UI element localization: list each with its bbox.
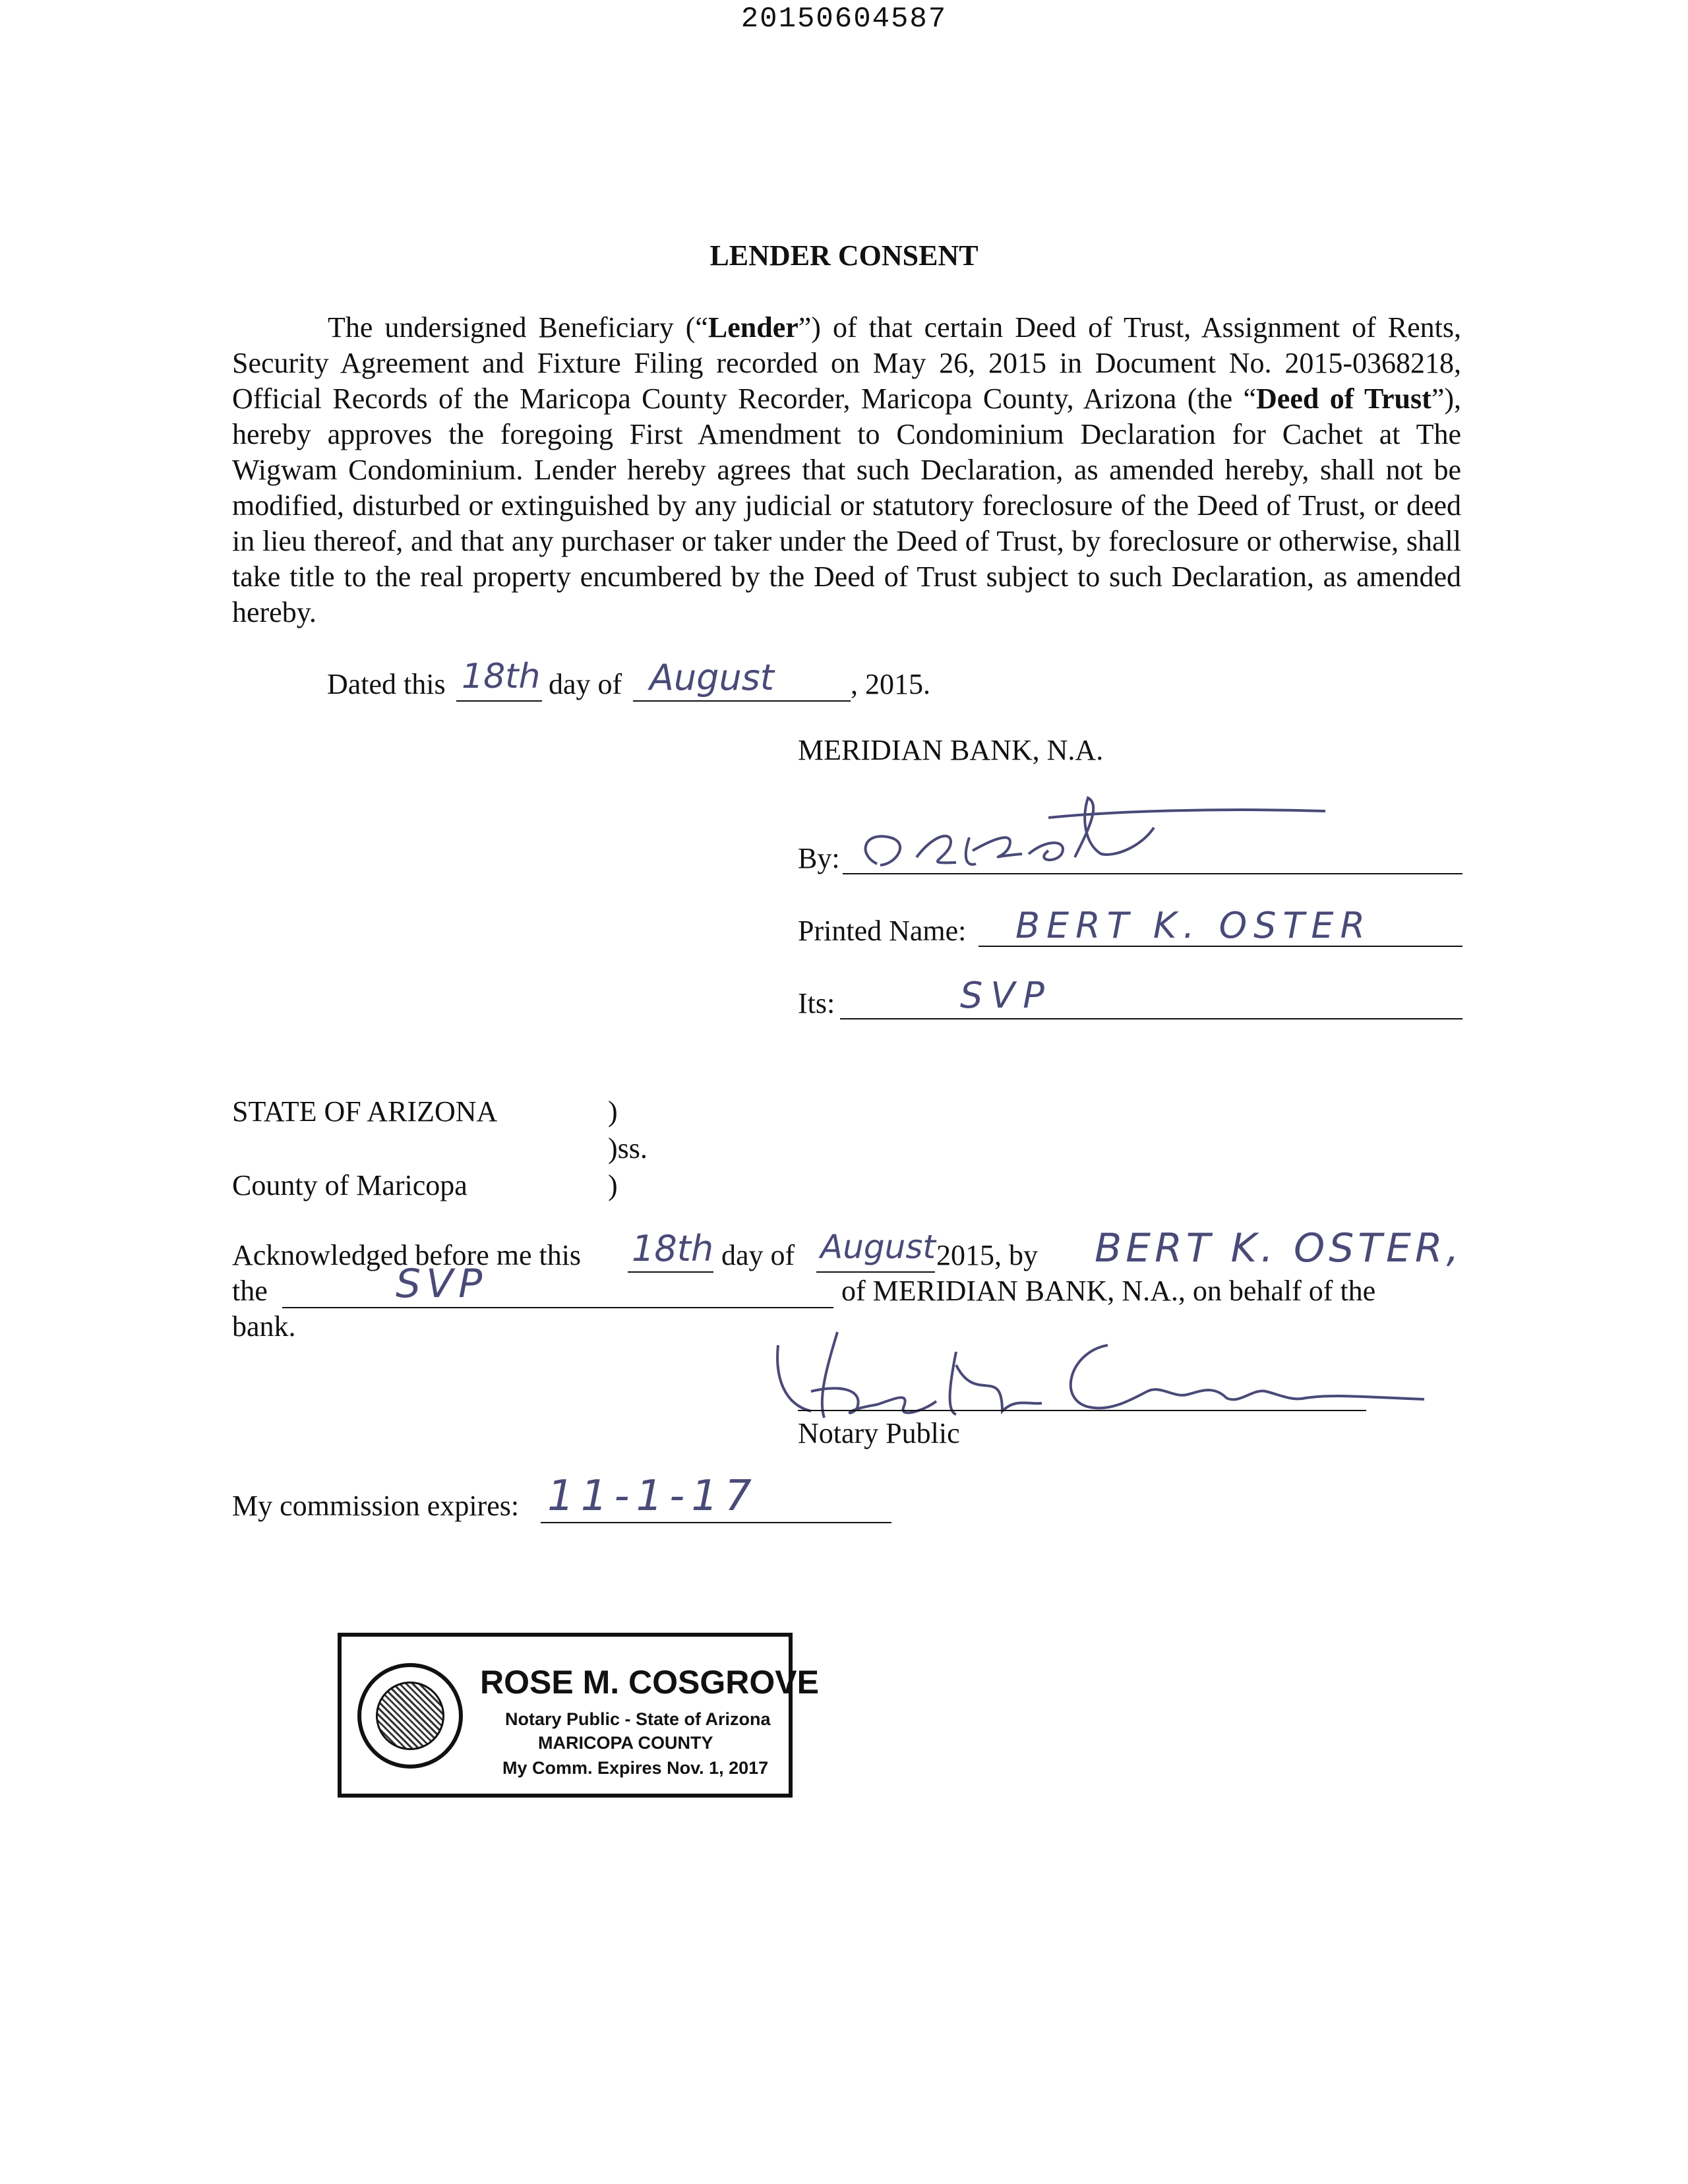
venue-paren-3: ) [608,1169,618,1201]
ack-title-line [282,1307,833,1308]
document-number: 20150604587 [740,3,948,36]
dated-month-line [633,700,851,702]
printed-name-handwritten: BERT K. OSTER [1015,905,1372,946]
para-text-1: The undersigned Beneficiary (“ [328,311,708,344]
consent-paragraph [232,310,1461,630]
dated-suffix: , 2015. [851,668,930,700]
lender-signature [851,791,1391,877]
printed-name-label: Printed Name: [798,915,967,947]
venue-county: County of Maricopa [232,1169,467,1201]
ack-month-handwritten: August [820,1228,936,1266]
ack-day-of: day of [721,1239,795,1271]
ack-of-bank: of MERIDIAN BANK, N.A., on behalf of the [841,1275,1376,1307]
ack-day-handwritten: 18th [632,1228,714,1269]
dated-prefix: Dated this [327,668,446,700]
dated-day-line [456,700,542,702]
venue-paren-1: ) [608,1095,618,1128]
dated-middle: day of [549,668,622,700]
notary-signature [765,1325,1451,1431]
para-text-2: ”) of that certain Deed of Trust, Assignment of Rents, Security Agreement and Fixture Filing recorded on May 26, 2015 in Document No. 2015-0368218, Official Records of the Maricopa County Recorder, Maricopa County, Arizona (the “ [232,311,1461,415]
bank-word: bank. [232,1310,296,1343]
the-label: the [232,1275,268,1307]
by-label: By: [798,842,840,874]
ack-month-line [816,1271,935,1273]
stamp-line-1: Notary Public - State of Arizona [505,1709,771,1729]
bank-name: MERIDIAN BANK, N.A. [798,734,1104,766]
ack-prefix: Acknowledged before me this [232,1239,582,1271]
stamp-name: ROSE M. COSGROVE [480,1664,819,1701]
commission-handwritten: 11-1-17 [547,1472,758,1521]
notary-stamp [338,1633,819,1798]
venue-state: STATE OF ARIZONA [232,1095,498,1128]
its-handwritten: SVP [960,975,1052,1016]
dated-month-handwritten: August [649,657,774,698]
notary-public-label: Notary Public [798,1417,960,1449]
ack-year-by: 2015, by [936,1239,1038,1271]
stamp-line-2: MARICOPA COUNTY [538,1733,713,1753]
stamp-line-3: My Comm. Expires Nov. 1, 2017 [502,1758,769,1778]
notary-signature-line [798,1410,1366,1411]
commission-label: My commission expires: [232,1490,520,1522]
deed-term: Deed of Trust [1256,382,1432,415]
lender-term: Lender [708,311,799,344]
document-title: LENDER CONSENT [709,239,979,272]
its-label: Its: [798,987,835,1019]
its-line [840,1018,1462,1019]
para-text-3: ”), hereby approves the foregoing First Amendment to Condominium Declaration for Cachet at The Wigwam Condominium. Lender hereby agrees that such Declaration, as amended hereby, shall not be modified, disturbed or extinguished by any judicial or statutory foreclosure of the Deed of Trust, or deed in lieu thereof, and that any purchaser or taker under the Deed of Trust, by foreclosure or otherwise, shall take title to the real property encumbered by the Deed of Trust subject to such Declaration, as amended hereby. [232,382,1461,628]
ack-day-line [628,1271,713,1273]
ack-title-handwritten: SVP [396,1261,488,1307]
ack-name-handwritten: BERT K. OSTER, [1095,1225,1463,1271]
arizona-seal-icon [357,1663,463,1769]
venue-ss: )ss. [608,1132,648,1165]
dated-day-handwritten: 18th [462,657,541,696]
commission-line [541,1522,891,1523]
